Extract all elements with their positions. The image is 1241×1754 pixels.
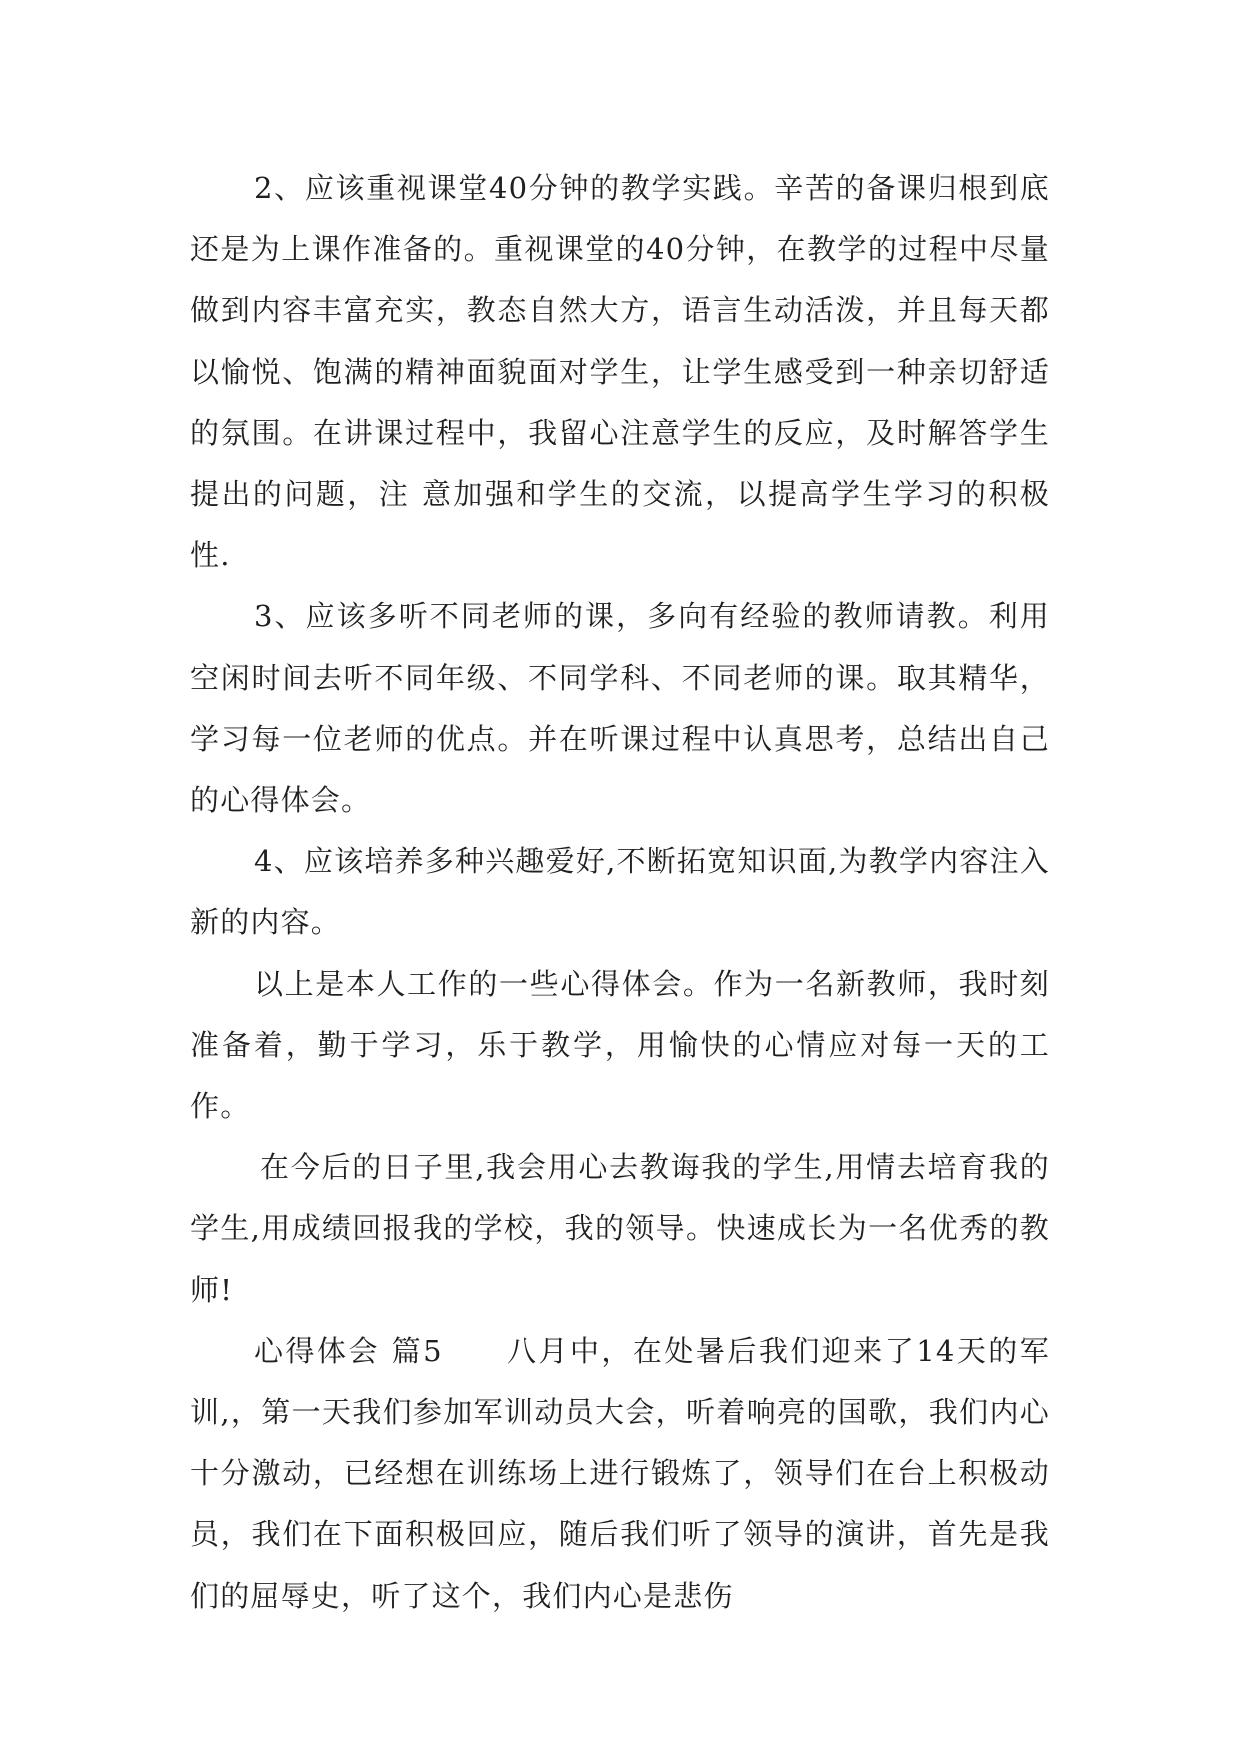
paragraph-point-2: 2、应该重视课堂40分钟的教学实践。辛苦的备课归根到底还是为上课作准备的。重视课堂的40分钟，在教学的过程中尽量做到内容丰富充实，教态自然大方，语言生动活泼，并且每天都以愉悦、饱满的精神面貌面对学生，让学生感受到一种亲切舒适的氛围。在讲课过程中，我留心注意学生的反应，及时解答学生提出的问题，注 意加强和学生的交流，以提高学生学习的积极性. bbox=[190, 171, 1050, 573]
document-body bbox=[190, 158, 1050, 1627]
paragraph-point-4: 4、应该培养多种兴趣爱好,不断拓宽知识面,为教学内容注入新的内容。 bbox=[190, 844, 1050, 940]
paragraph-point-3: 3、应该多听不同老师的课，多向有经验的教师请教。利用空闲时间去听不同年级、不同学科、不同老师的课。取其精华，学习每一位老师的优点。并在听课过程中认真思考，总结出自己的心得体会。 bbox=[190, 599, 1050, 818]
paragraph-essay-5: 心得体会 篇5 八月中，在处暑后我们迎来了14天的军训,，第一天我们参加军训动员大会，听着响亮的国歌，我们内心十分激动，已经想在训练场上进行锻炼了，领导们在台上积极动员，我们在下面积极回应，随后我们听了领导的演讲，首先是我们的屈辱史，听了这个，我们内心是悲伤 bbox=[190, 1333, 1050, 1613]
paragraph-future: 在今后的日子里,我会用心去教诲我的学生,用情去培育我的学生,用成绩回报我的学校，我的领导。快速成长为一名优秀的教师! bbox=[190, 1150, 1050, 1307]
paragraph-summary: 以上是本人工作的一些心得体会。作为一名新教师，我时刻准备着，勤于学习，乐于教学，用愉快的心情应对每一天的工作。 bbox=[190, 966, 1050, 1124]
